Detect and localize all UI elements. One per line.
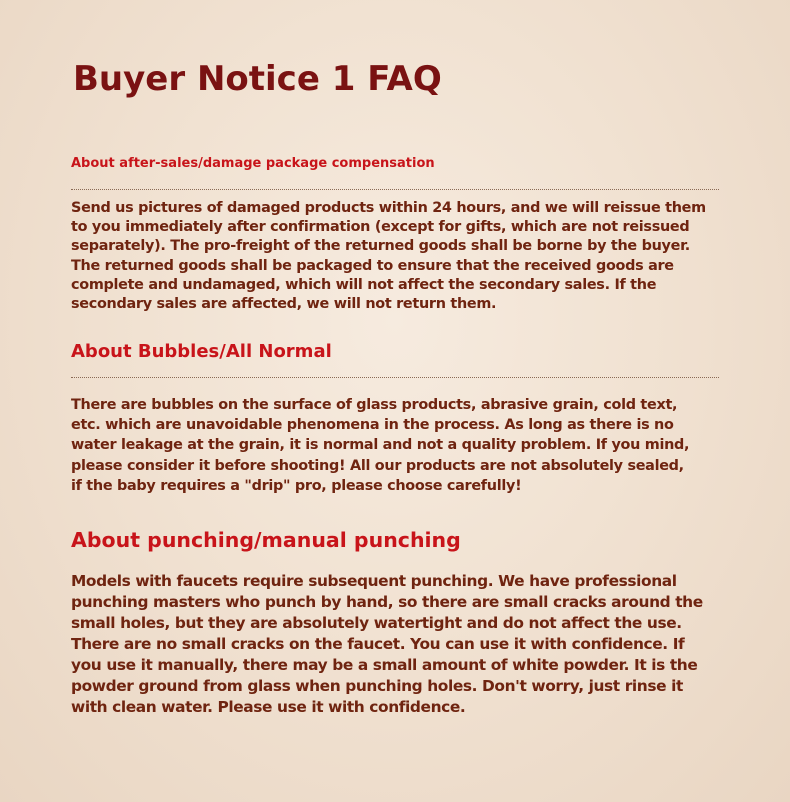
body-line: powder ground from glass when punching holes. Don't worry, just rinse it [71,677,683,695]
body-line: if the baby requires a "drip" pro, please choose carefully! [71,477,522,494]
section-heading: About after-sales/damage package compensation [71,156,435,171]
section-body [71,395,731,496]
body-line: etc. which are unavoidable phenomena in the process. As long as there is no [71,417,674,434]
body-line: complete and undamaged, which will not affect the secondary sales. If the [71,276,657,293]
body-line: with clean water. Please use it with confidence. [71,698,466,716]
body-line: punching masters who punch by hand, so there are small cracks around the [71,593,703,611]
body-line: water leakage at the grain, it is normal and not a quality problem. If you mind, [71,437,690,454]
section-after-sales [71,155,731,314]
dotted-divider [71,377,719,378]
body-line: please consider it before shooting! All our products are not absolutely sealed, [71,457,684,474]
section-body [71,571,731,718]
body-line: Models with faucets require subsequent punching. We have professional [71,572,677,590]
body-line: secondary sales are affected, we will not return them. [71,296,497,313]
section-heading: About punching/manual punching [71,528,461,552]
body-line: to you immediately after confirmation (except for gifts, which are not reissued [71,219,690,236]
body-line: small holes, but they are absolutely watertight and do not affect the use. [71,614,682,632]
body-line: separately). The pro-freight of the returned goods shall be borne by the buyer. [71,238,690,255]
body-line: you use it manually, there may be a small amount of white powder. It is the [71,656,698,674]
section-body [71,199,731,314]
dotted-divider [71,189,719,190]
body-line: There are bubbles on the surface of glass products, abrasive grain, cold text, [71,397,678,413]
section-punching [71,526,731,718]
body-line: There are no small cracks on the faucet. You can use it with confidence. If [71,635,685,653]
body-line: The returned goods shall be packaged to ensure that the received goods are [71,257,674,274]
body-line: Send us pictures of damaged products within 24 hours, and we will reissue them [71,200,706,216]
page-title: Buyer Notice 1 FAQ [73,59,442,99]
section-bubbles [71,340,731,496]
section-heading: About Bubbles/All Normal [71,341,332,362]
